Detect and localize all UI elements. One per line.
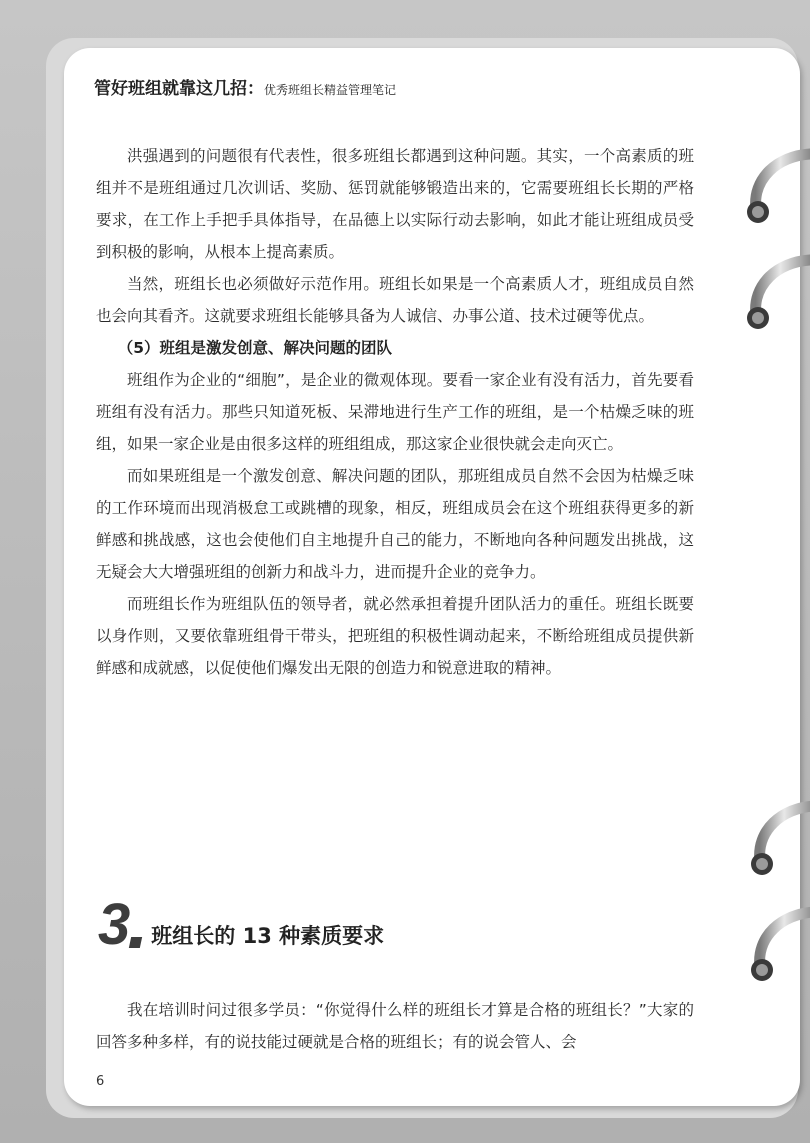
paragraph: 洪强遇到的问题很有代表性，很多班组长都遇到这种问题。其实，一个高素质的班组并不是班组通过几次训话、奖励、惩罚就能够锻造出来的，它需要班组长长期的严格要求，在工作上手把手具体指导，在品德上以实际行动去影响，如此才能让班组成员受到积极的影响，从根本上提高素质。 [96,147,694,261]
paragraph: 而班组长作为班组队伍的领导者，就必然承担着提升团队活力的重任。班组长既要以身作则，又要依靠班组骨干带头，把班组的积极性调动起来，不断给班组成员提供新鲜感和成就感，以促使他们爆发出无限的创造力和锐意进取的精神。 [96,595,694,677]
section-number: 3 [98,892,129,957]
book-title: 管好班组就靠这几招： [94,79,264,99]
binder-ring-icon [738,244,810,364]
section-heading [98,892,385,957]
paragraph: 我在培训时问过很多学员：“你觉得什么样的班组长才算是合格的班组长？”大家的回答多种多样，有的说技能过硬就是合格的班组长；有的说会管人、会 [96,1001,694,1051]
section-title: 班组长的 13 种素质要求 [151,924,385,948]
subsection-heading: （5）班组是激发创意、解决问题的团队 [117,339,392,357]
binder-ring-icon [742,790,810,910]
binder-ring-icon [738,138,810,258]
body-text-continued [96,994,694,1058]
section-number-dot [129,937,142,948]
running-header [94,74,396,99]
book-subtitle: 优秀班组长精益管理笔记 [264,83,397,97]
book-page [64,48,800,1106]
paragraph: 而如果班组是一个激发创意、解决问题的团队，那班组成员自然不会因为枯燥乏味的工作环境而出现消极怠工或跳槽的现象，相反，班组成员会在这个班组获得更多的新鲜感和挑战感，这也会使他们自主地提升自己的能力，不断地向各种问题发出挑战，这无疑会大大增强班组的创新力和战斗力，进而提升企业的竞争力。 [96,467,694,581]
body-text [96,140,694,684]
binder-ring-icon [742,896,810,1016]
paragraph: 班组作为企业的“细胞”，是企业的微观体现。要看一家企业有没有活力，首先要看班组有没有活力。那些只知道死板、呆滞地进行生产工作的班组，是一个枯燥乏味的班组，如果一家企业是由很多这样的班组组成，那这家企业很快就会走向灭亡。 [96,371,694,453]
paragraph: 当然，班组长也必须做好示范作用。班组长如果是一个高素质人才，班组成员自然也会向其看齐。这就要求班组长能够具备为人诚信、办事公道、技术过硬等优点。 [96,275,694,325]
page-number: 6 [96,1074,105,1089]
